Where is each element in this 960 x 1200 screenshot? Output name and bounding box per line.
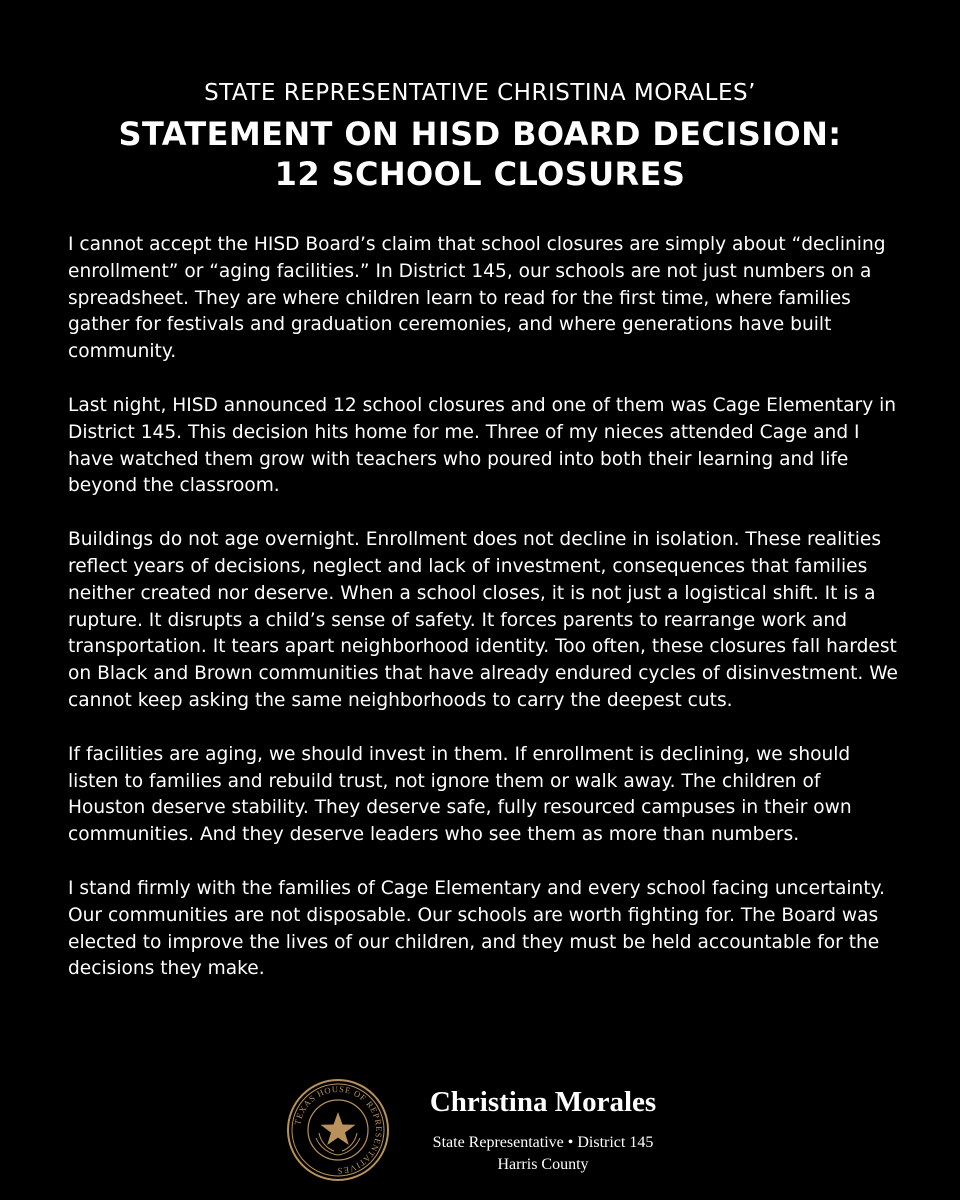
paragraph-4: If facilities are aging, we should invest in them. If enrollment is declining, we should listen to families and rebuild trust, not ignore them or walk away. The children of Houston deserve stability. They deserve safe, fully resourced campuses in their own communities. And they deserve leaders who see them as more than numbers. <box>68 743 852 846</box>
statement-headline <box>0 114 960 194</box>
signature-title: State Representative • District 145 <box>432 1134 654 1151</box>
signature-county: Harris County <box>497 1156 589 1173</box>
svg-text:TEXAS HOUSE OF REPRESENTATIVES: TEXAS HOUSE OF REPRESENTATIVES <box>292 1083 385 1177</box>
texas-house-seal-icon <box>286 1078 390 1182</box>
paragraph-1: I cannot accept the HISD Board’s claim that school closures are simply about “declining enrollment” or “aging facilities.” In District 145, our schools are not just numbers on a spreadsheet. They are where children learn to read for the first time, where families gather for festivals and graduation ceremonies, and where generations have built community. <box>68 234 886 363</box>
headline-line-2: 12 SCHOOL CLOSURES <box>274 155 686 193</box>
paragraph-3: Buildings do not age overnight. Enrollment does not decline in isolation. These realities reflect years of decisions, neglect and lack of investment, consequences that families neither created nor deserve. When a school closes, it is not just a logistical shift. It is a rupture. It disrupts a child’s sense of safety. It forces parents to rearrange work and transportation. It tears apart neighborhood identity. Too often, these closures fall hardest on Black and Brown communities that have already endured cycles of disinvestment. We cannot keep asking the same neighborhoods to carry the deepest cuts. <box>68 529 898 711</box>
paragraph-2: Last night, HISD announced 12 school closures and one of them was Cage Elementary in District 145. This decision hits home for me. Three of my nieces attended Cage and I have watched them grow with teachers who poured into both their learning and life beyond the classroom. <box>68 394 897 497</box>
statement-body <box>68 232 902 1010</box>
paragraph-5: I stand firmly with the families of Cage Elementary and every school facing uncertainty. Our communities are not disposable. Our schools are worth fighting for. The Board was elected to improve the lives of our children, and they must be held accountable for the decisions they make. <box>68 877 885 980</box>
signature-text <box>408 1082 678 1176</box>
statement-eyebrow: STATE REPRESENTATIVE CHRISTINA MORALES’ <box>204 80 756 106</box>
signature-name: Christina Morales <box>429 1086 657 1118</box>
headline-line-1: STATEMENT ON HISD BOARD DECISION: <box>118 115 842 153</box>
signature-block <box>0 1078 960 1188</box>
